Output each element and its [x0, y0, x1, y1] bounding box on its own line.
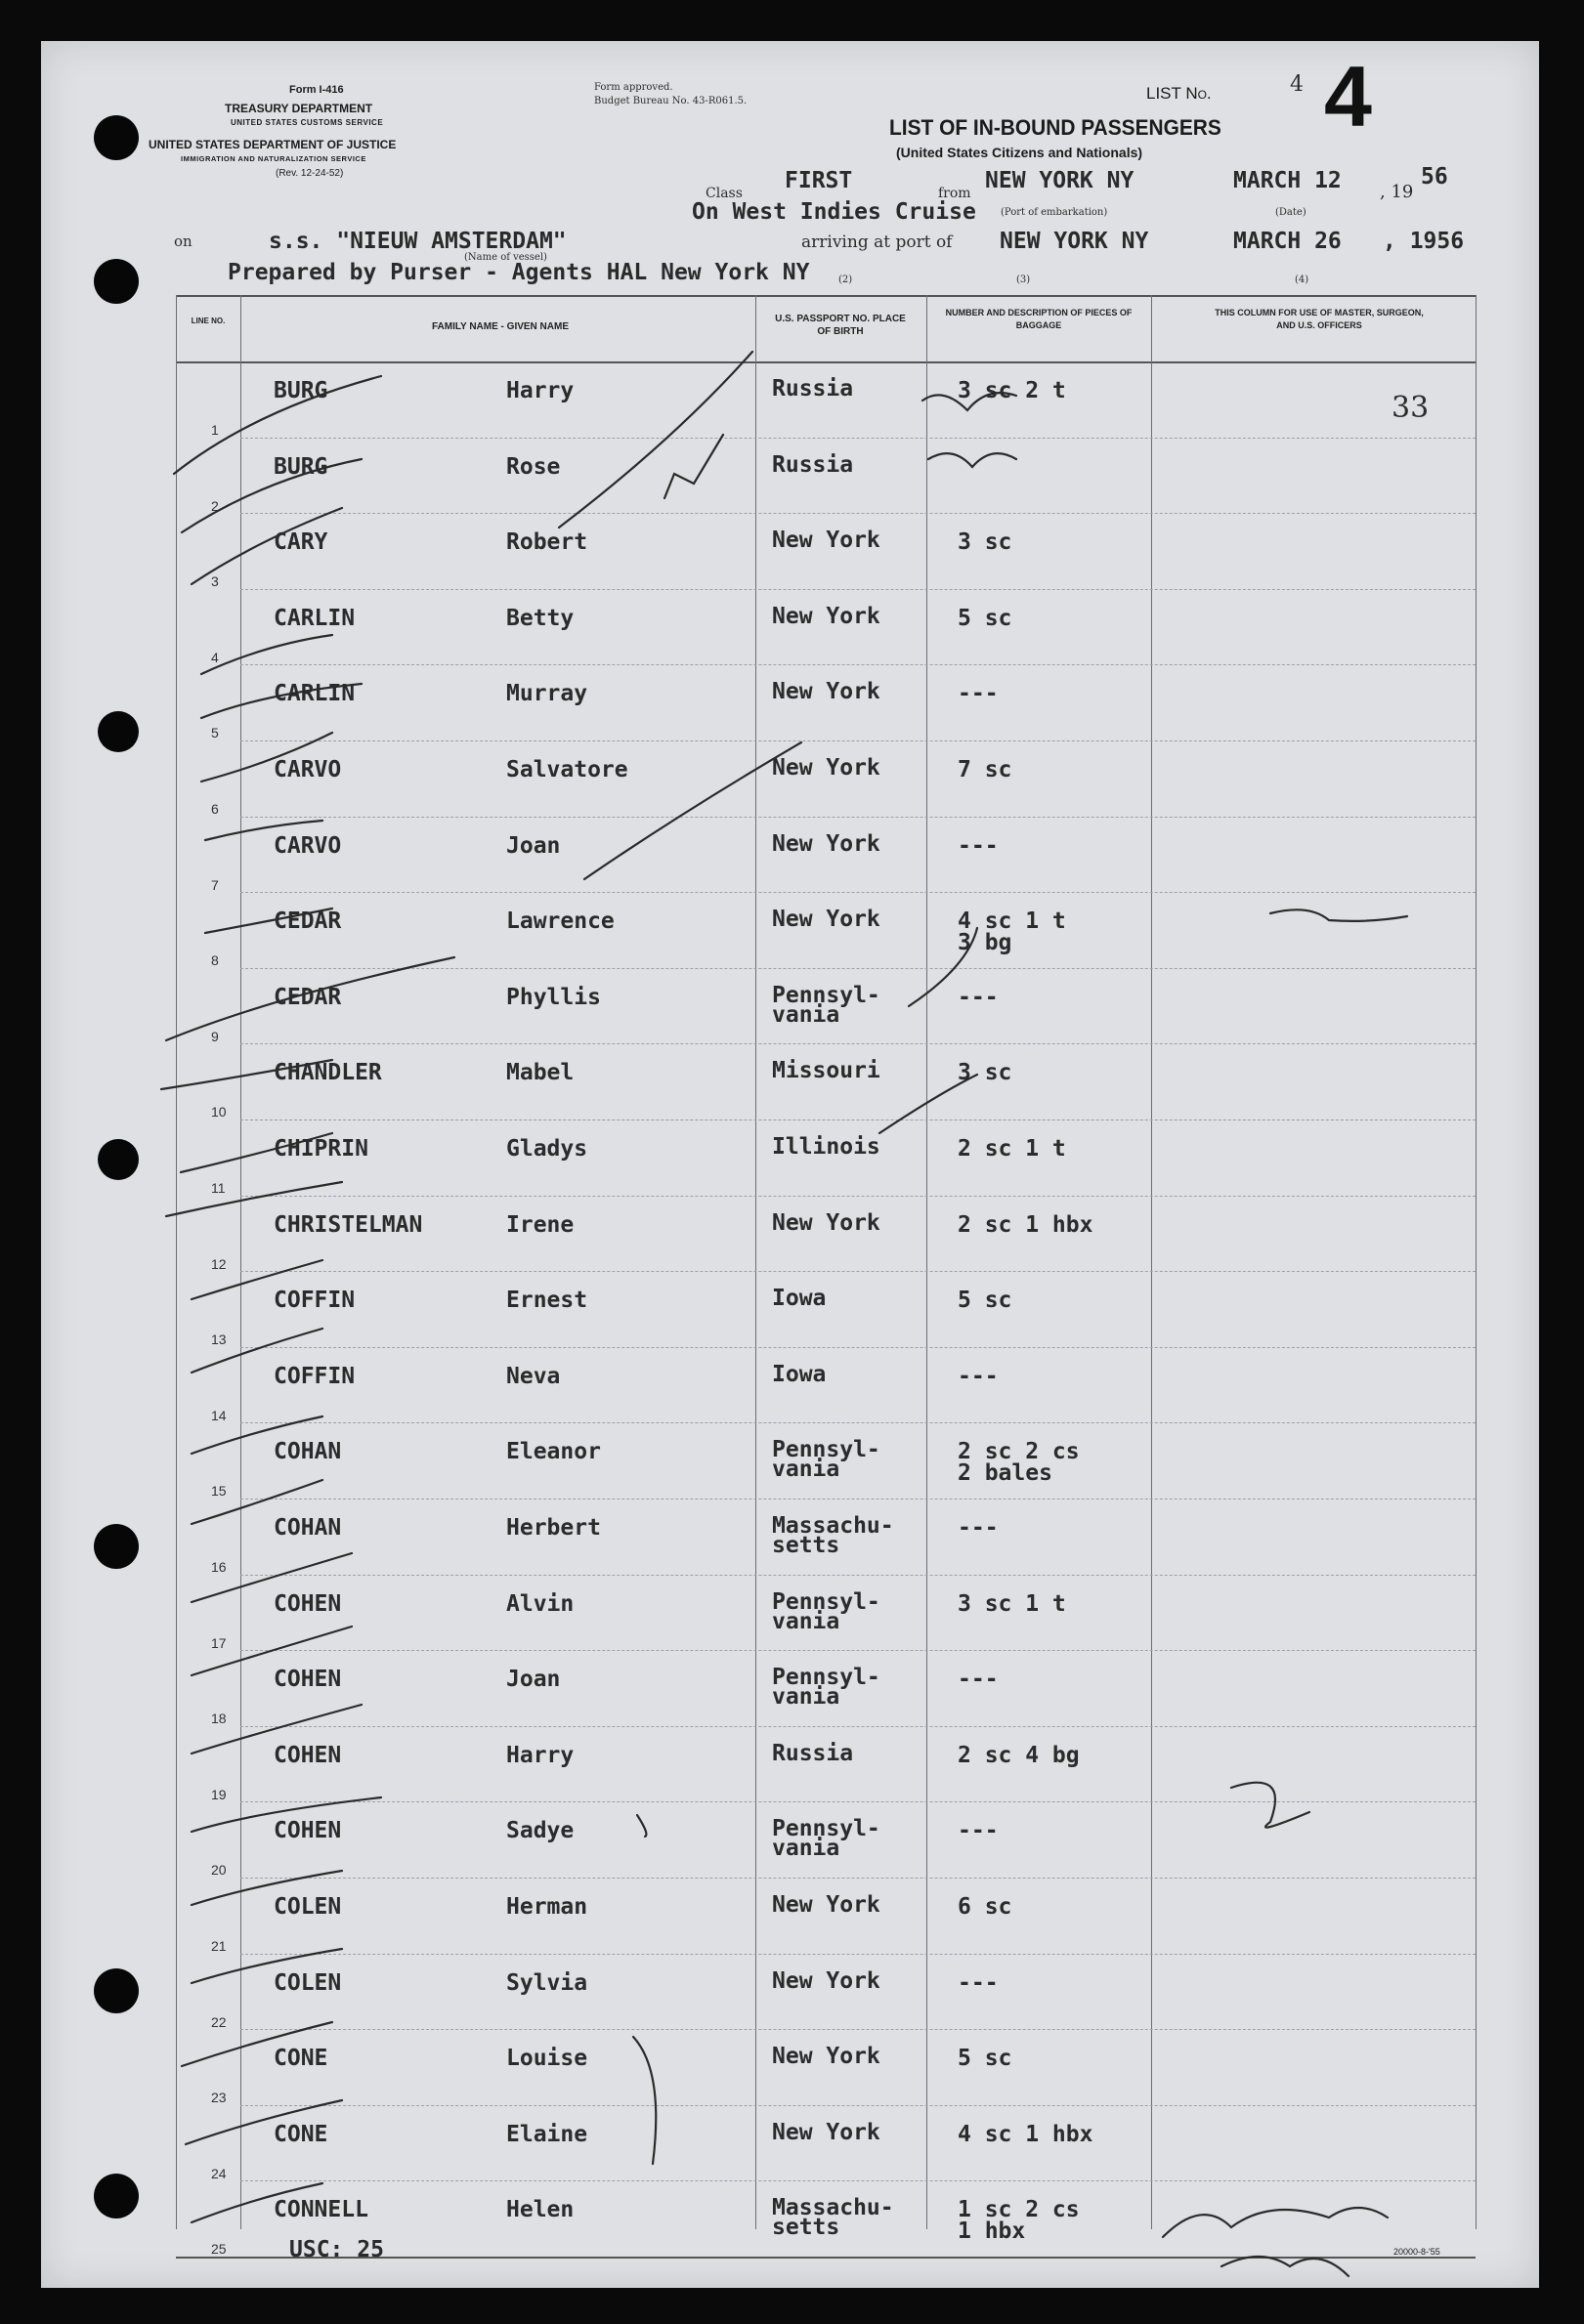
initials-mark [1231, 1783, 1309, 1828]
check-mark [205, 908, 332, 933]
family-name: COFFIN [274, 1363, 356, 1389]
customs-service: UNITED STATES CUSTOMS SERVICE [231, 118, 384, 127]
given-name: Sylvia [506, 1969, 588, 1996]
place-of-birth: Pennsyl- vania [772, 982, 880, 1028]
header-name: FAMILY NAME - GIVEN NAME [431, 321, 569, 332]
line-number: 15 [211, 1483, 227, 1500]
check-mark [192, 1871, 342, 1905]
given-name: Murray [506, 681, 588, 707]
given-name: Joan [506, 1667, 561, 1693]
baggage: 5 sc [958, 605, 1012, 631]
family-name: CARLIN [274, 681, 356, 707]
baggage: 2 sc 4 bg [958, 1742, 1080, 1768]
check-mark [201, 733, 332, 782]
from-port: NEW YORK NY [985, 168, 1134, 193]
pencil-stroke [909, 928, 977, 1006]
given-name: Sadye [506, 1818, 575, 1844]
embark-date: MARCH 12 [1233, 168, 1342, 193]
baggage: --- [958, 832, 999, 859]
line-number: 12 [211, 1255, 227, 1272]
given-name: Herman [506, 1894, 588, 1920]
family-name: CARVO [274, 757, 342, 782]
line-number: 8 [211, 952, 219, 969]
family-name: CONE [274, 2121, 328, 2147]
class-label: Class [706, 186, 743, 201]
given-name: Ernest [506, 1288, 588, 1314]
place-of-birth: New York [772, 2119, 880, 2145]
family-name: CHRISTELMAN [274, 1211, 423, 1238]
given-name: Alvin [506, 1590, 575, 1617]
bracket-stroke [633, 2037, 656, 2164]
treasury-dept: TREASURY DEPARTMENT [225, 102, 373, 115]
justice-dept: UNITED STATES DEPARTMENT OF JUSTICE [149, 138, 397, 151]
check-mark [192, 1553, 352, 1602]
baggage: --- [958, 1363, 999, 1389]
list-no-handwritten: 4 [1290, 72, 1304, 97]
baggage: --- [958, 1818, 999, 1844]
col-mark-4: (4) [1295, 275, 1309, 285]
place-of-birth: New York [772, 2044, 880, 2070]
family-name: COHEN [274, 1590, 342, 1617]
place-of-birth: Russia [772, 376, 854, 401]
line-number: 22 [211, 2013, 227, 2030]
line-number: 16 [211, 1559, 227, 1575]
check-mark [181, 1133, 332, 1172]
port-embark-label: (Port of embarkation) [1001, 207, 1108, 218]
annotation-scribble [928, 453, 1016, 467]
check-mark [201, 681, 362, 718]
header-baggage: NUMBER AND DESCRIPTION OF PIECES OF BAGGAGE [945, 308, 1133, 330]
line-number: 4 [211, 649, 219, 665]
check-mark [186, 2100, 342, 2147]
line-number: 5 [211, 725, 219, 741]
arrival-port: NEW YORK NY [1000, 229, 1149, 254]
place-of-birth: Pennsyl- vania [772, 1588, 880, 1634]
cruise-line: On West Indies Cruise [692, 199, 976, 225]
given-name: Harry [506, 378, 575, 403]
year1-prefix: , 19 [1380, 182, 1414, 202]
baggage: 3 sc 1 t [958, 1590, 1066, 1617]
baggage: 2 sc 1 hbx [958, 1211, 1093, 1238]
page-subtitle: (United States Citizens and Nationals) [896, 145, 1143, 160]
check-mark [192, 1627, 352, 1675]
prepared-by: Prepared by Purser - Agents HAL New York NY [228, 260, 810, 285]
family-name: BURG [274, 378, 328, 403]
place-of-birth: New York [772, 1209, 880, 1236]
family-name: COHAN [274, 1439, 342, 1465]
baggage: --- [958, 1969, 999, 1996]
header-passport: U.S. PASSPORT NO. PLACE OF BIRTH [775, 314, 906, 337]
baggage: --- [958, 1515, 999, 1541]
place-of-birth: New York [772, 1892, 880, 1918]
annotation-scribble [922, 393, 1016, 410]
place-of-birth: Pennsyl- vania [772, 1665, 880, 1711]
officer-note: 33 [1391, 391, 1430, 425]
place-of-birth: Iowa [772, 1286, 827, 1312]
line-number: 11 [211, 1180, 226, 1196]
baggage: 3 sc [958, 1060, 1012, 1086]
vessel-label: (Name of vessel) [464, 252, 547, 263]
line-number: 6 [211, 801, 219, 817]
baggage: 3 sc [958, 529, 1012, 556]
check-mark [192, 1705, 362, 1754]
family-name: COFFIN [274, 1288, 356, 1314]
given-name: Lawrence [506, 908, 615, 935]
check-mark [182, 459, 362, 532]
baggage: --- [958, 984, 999, 1010]
arrival-year: , 1956 [1383, 229, 1465, 254]
col-mark-3: (3) [1016, 275, 1031, 285]
baggage: --- [958, 1667, 999, 1693]
check-mark [205, 821, 322, 840]
place-of-birth: Russia [772, 451, 854, 478]
line-number: 20 [211, 1862, 227, 1879]
line-number: 3 [211, 573, 219, 590]
form-approved: Form approved. [594, 82, 673, 93]
line-number: 13 [211, 1331, 227, 1348]
check-mark [166, 957, 454, 1040]
place-of-birth: New York [772, 830, 880, 857]
family-name: COHEN [274, 1818, 342, 1844]
line-number: 23 [211, 2090, 227, 2106]
baggage: 7 sc [958, 757, 1012, 782]
place-of-birth: Pennsyl- vania [772, 1437, 880, 1483]
signature [1163, 2208, 1388, 2237]
header-line-no: LINE NO. [191, 317, 226, 325]
place-of-birth: Russia [772, 1740, 854, 1766]
signature [1221, 2257, 1349, 2276]
page-title: LIST OF IN-BOUND PASSENGERS [889, 115, 1221, 140]
check-mark [192, 1416, 322, 1454]
ins-service: IMMIGRATION AND NATURALIZATION SERVICE [181, 154, 366, 163]
place-of-birth: New York [772, 679, 880, 705]
check-mark [192, 508, 342, 584]
initials-mark [1270, 909, 1407, 921]
given-name: Gladys [506, 1136, 588, 1162]
given-name: Mabel [506, 1060, 575, 1086]
pencil-stroke [584, 742, 801, 879]
baggage: 5 sc [958, 1288, 1012, 1314]
line-number: 14 [211, 1407, 227, 1423]
col-mark-2: (2) [838, 275, 853, 285]
family-name: COHEN [274, 1742, 342, 1768]
check-mark [192, 1797, 381, 1832]
baggage-extra: 1 hbx [958, 2218, 1026, 2245]
line-number: 21 [211, 1938, 227, 1954]
vessel-name: s.s. "NIEUW AMSTERDAM" [269, 229, 567, 254]
place-of-birth: New York [772, 1967, 880, 1994]
check-mark [192, 2183, 322, 2222]
given-name: Phyllis [506, 984, 601, 1010]
from-label: from [938, 186, 971, 201]
check-mark [192, 1329, 322, 1373]
given-name: Betty [506, 605, 575, 631]
given-name: Joan [506, 832, 561, 859]
class-value: FIRST [785, 168, 853, 193]
family-name: COLEN [274, 1969, 342, 1996]
given-name: Robert [506, 529, 588, 556]
given-name: Irene [506, 1211, 575, 1238]
revision: (Rev. 12-24-52) [276, 168, 344, 179]
given-name: Eleanor [506, 1439, 601, 1465]
check-mark [201, 635, 332, 674]
baggage: 4 sc 1 t [958, 908, 1066, 935]
place-of-birth: New York [772, 755, 880, 781]
usc-count: USC: 25 [289, 2237, 384, 2262]
header-officers: THIS COLUMN FOR USE OF MASTER, SURGEON, AND U.S. OFFICERS [1215, 308, 1424, 330]
arrival-date: MARCH 26 [1233, 229, 1342, 254]
pencil-stroke [637, 1815, 646, 1837]
place-of-birth: Illinois [772, 1134, 880, 1160]
baggage: 3 sc 2 t [958, 378, 1066, 403]
family-name: COHAN [274, 1515, 342, 1541]
family-name: COHEN [274, 1667, 342, 1693]
place-of-birth: New York [772, 603, 880, 629]
given-name: Helen [506, 2197, 575, 2223]
pencil-stroke [879, 1075, 977, 1133]
family-name: CARVO [274, 832, 342, 859]
check-mark [174, 376, 381, 474]
form-number: Form I-416 [289, 84, 344, 96]
baggage: 1 sc 2 cs [958, 2197, 1080, 2223]
line-number: 24 [211, 2165, 227, 2181]
family-name: CARY [274, 529, 328, 556]
given-name: Louise [506, 2046, 588, 2072]
baggage-extra: 2 bales [958, 1460, 1052, 1487]
family-name: CHANDLER [274, 1060, 382, 1086]
line-number: 17 [211, 1634, 227, 1651]
family-name: CARLIN [274, 605, 356, 631]
line-number: 2 [211, 497, 219, 514]
family-name: CEDAR [274, 984, 342, 1010]
given-name: Rose [506, 453, 561, 480]
baggage: 2 sc 2 cs [958, 1439, 1080, 1465]
print-code: 20000-8-'55 [1393, 2247, 1440, 2257]
on-label: on [174, 232, 193, 250]
baggage-extra: 3 bg [958, 930, 1012, 956]
line-number: 7 [211, 876, 219, 893]
year1: 56 [1421, 164, 1448, 190]
arriving-label: arriving at port of [801, 232, 953, 252]
place-of-birth: New York [772, 528, 880, 554]
given-name: Neva [506, 1363, 561, 1389]
family-name: CHIPRIN [274, 1136, 368, 1162]
check-mark [192, 1949, 342, 1983]
place-of-birth: Missouri [772, 1058, 880, 1084]
date-label: (Date) [1275, 207, 1306, 218]
baggage: 2 sc 1 t [958, 1136, 1066, 1162]
place-of-birth: Pennsyl- vania [772, 1816, 880, 1862]
check-mark [192, 1480, 322, 1524]
family-name: CONNELL [274, 2197, 368, 2223]
given-name: Elaine [506, 2121, 588, 2147]
baggage: --- [958, 681, 999, 707]
pencil-stroke [664, 435, 723, 498]
budget-bureau: Budget Bureau No. 43-R061.5. [594, 96, 748, 106]
line-number: 25 [211, 2241, 227, 2258]
family-name: COLEN [274, 1894, 342, 1920]
line-number: 9 [211, 1028, 219, 1044]
line-number: 1 [211, 422, 219, 438]
list-no-stamp: 4 [1324, 48, 1372, 145]
check-mark [192, 1260, 322, 1299]
family-name: CEDAR [274, 908, 342, 935]
given-name: Salvatore [506, 757, 628, 782]
check-mark [161, 1060, 332, 1089]
family-name: CONE [274, 2046, 328, 2072]
place-of-birth: Iowa [772, 1361, 827, 1387]
list-no-label: LIST No. [1146, 84, 1212, 103]
place-of-birth: Massachu- setts [772, 1513, 894, 1558]
line-number: 10 [211, 1104, 227, 1120]
place-of-birth: Massachu- setts [772, 2195, 894, 2241]
baggage: 6 sc [958, 1894, 1012, 1920]
given-name: Herbert [506, 1515, 601, 1541]
check-mark [166, 1182, 342, 1216]
baggage: 5 sc [958, 2046, 1012, 2072]
check-mark [182, 2022, 332, 2066]
pencil-stroke [559, 352, 752, 528]
given-name: Harry [506, 1742, 575, 1768]
line-number: 18 [211, 1711, 227, 1727]
baggage: 4 sc 1 hbx [958, 2121, 1093, 2147]
family-name: BURG [274, 453, 328, 480]
line-number: 19 [211, 1786, 227, 1802]
place-of-birth: New York [772, 907, 880, 933]
